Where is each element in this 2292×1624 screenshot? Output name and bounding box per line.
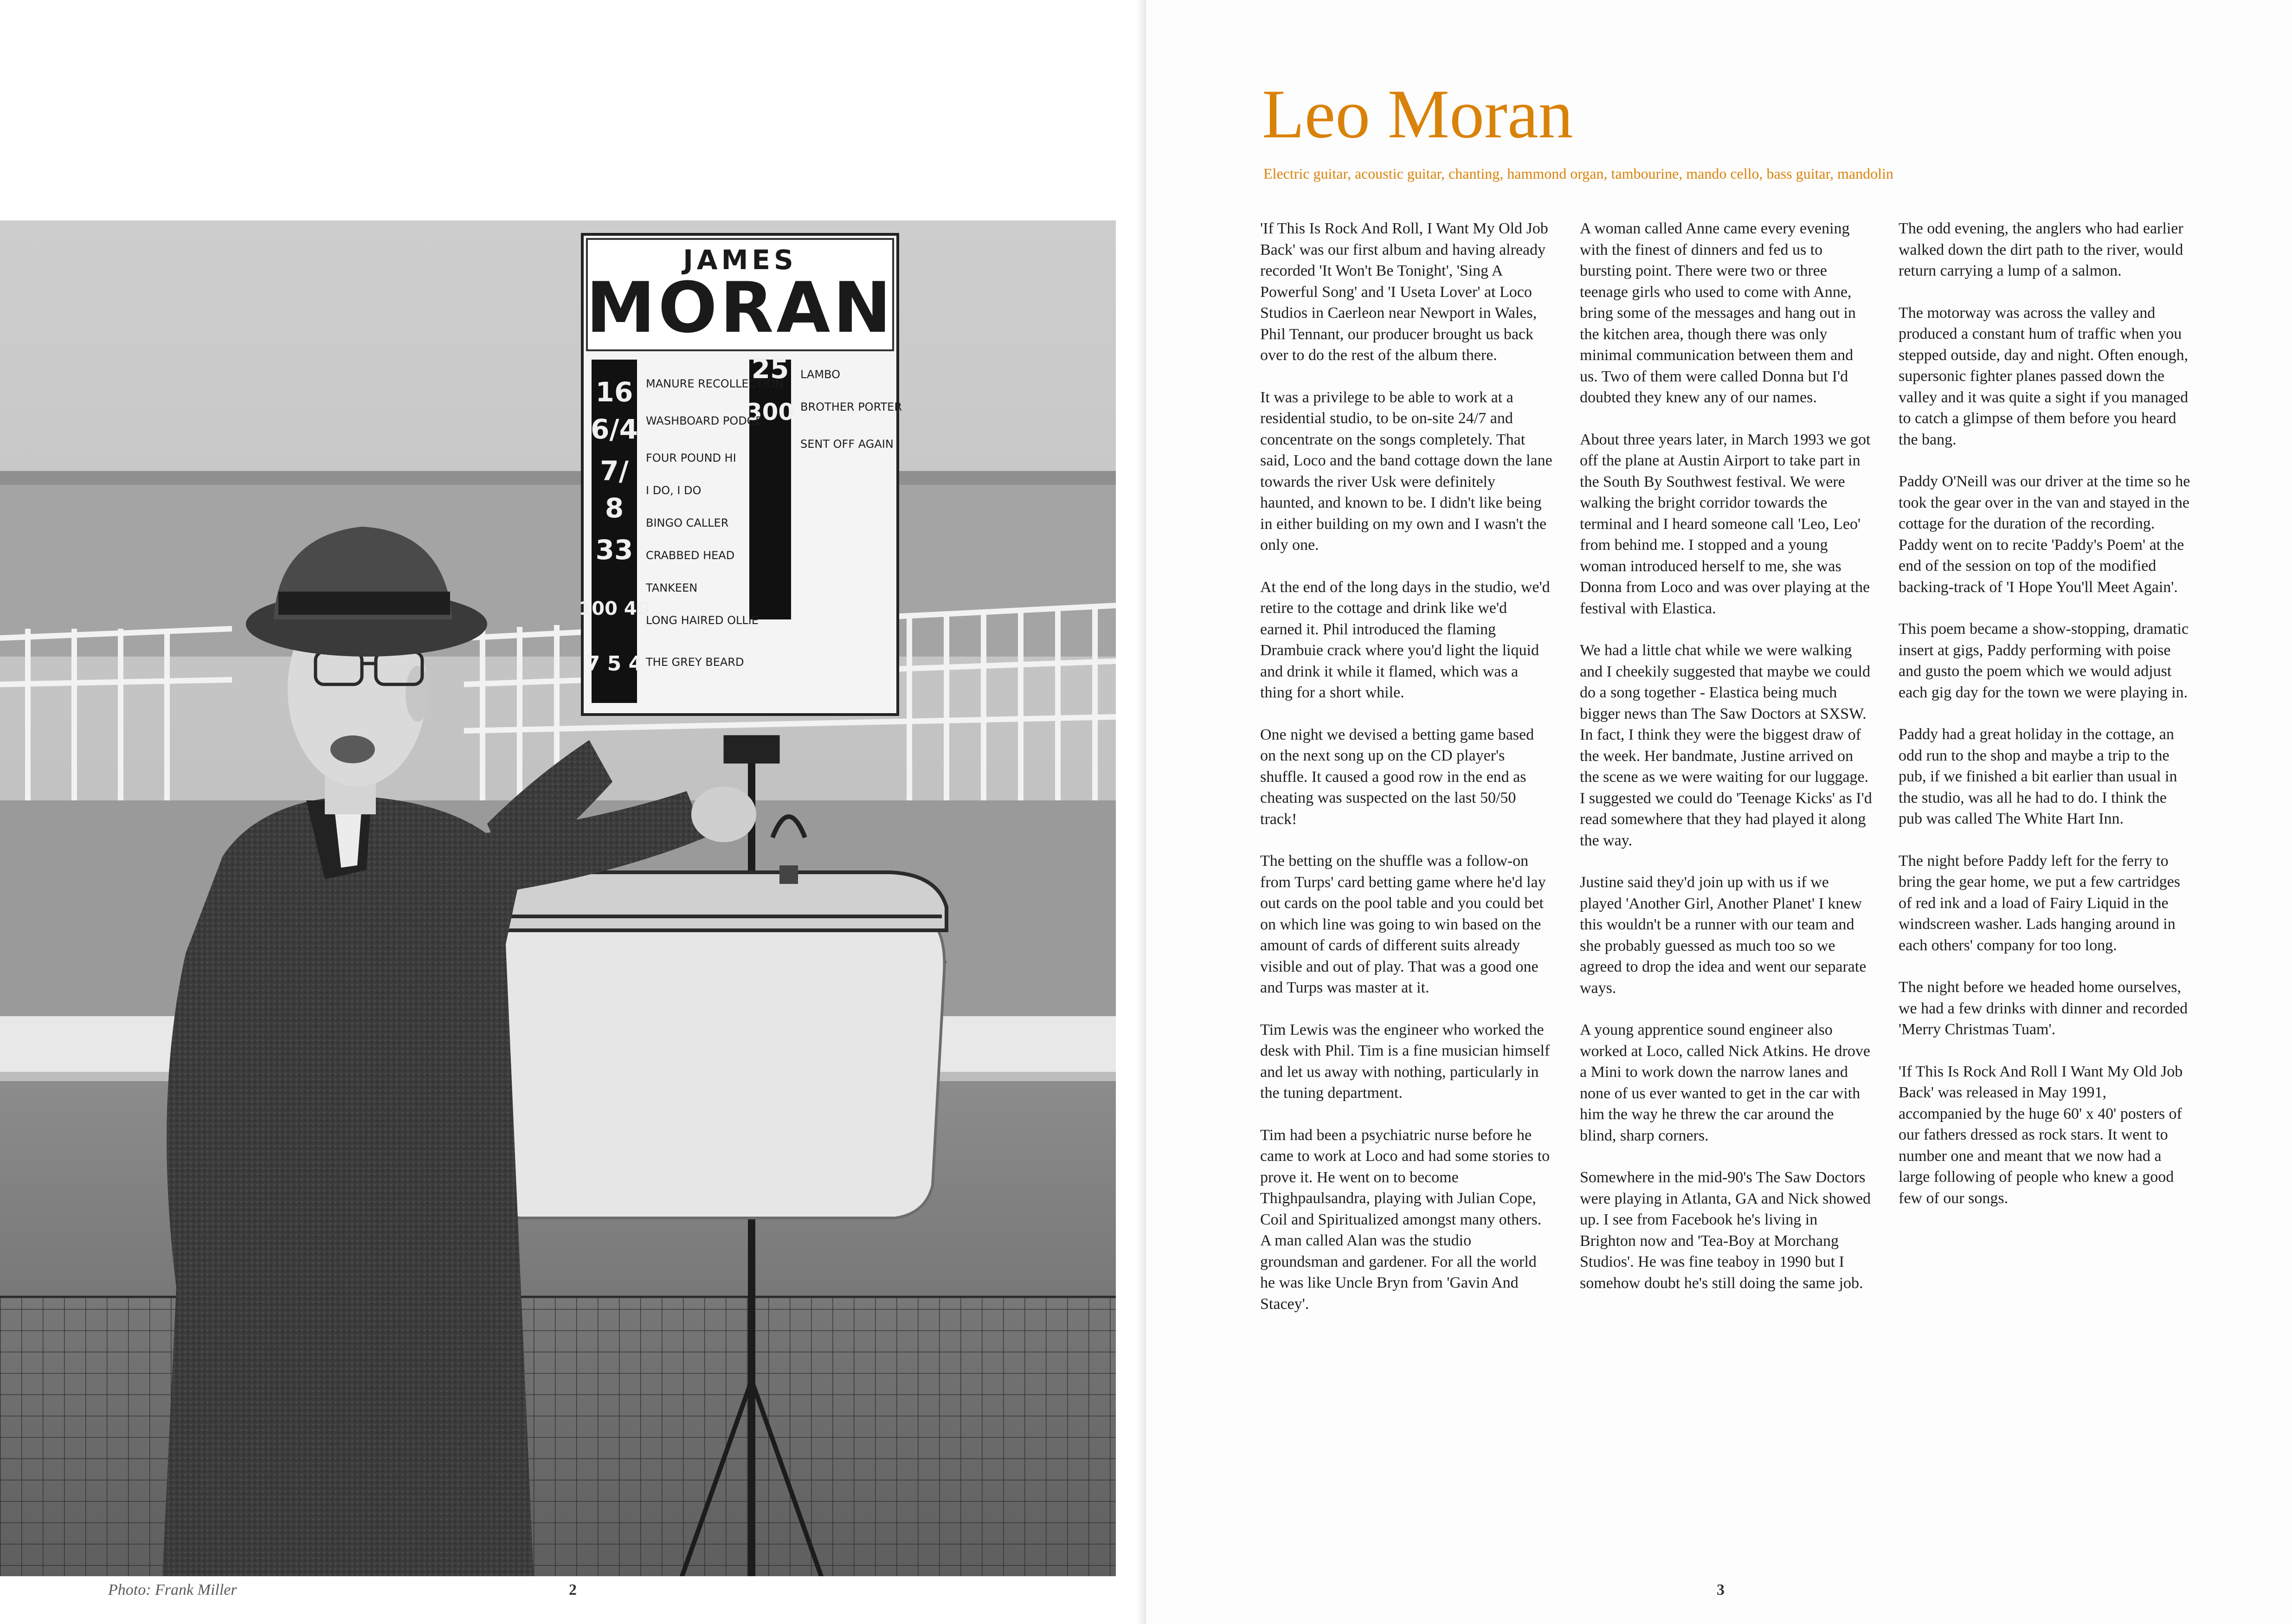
runner-6: CRABBED HEAD	[646, 549, 735, 562]
paragraph: The night before we headed home ourselves, we had a few drinks with dinner and recorded 'Merry Christmas Tuam'.	[1899, 979, 2188, 1038]
odds-5: 33	[595, 534, 633, 566]
odds-6: 100 40	[579, 598, 650, 619]
paragraph: At the end of the long days in the studio, we'd retire to the cottage and drink like we'd earned it. Phil introduced the flaming Drambuie crack where you'd light the liquid and drink it while it flamed, which was a thing for a short while.	[1260, 578, 1550, 701]
paragraph: Paddy O'Neill was our driver at the time so he took the gear over in the van and stayed in the cottage for the duration of the recording. Paddy went on to recite 'Paddy's Poem' at the end of the session on top of the modified backing-track of 'I Hope You'll Meet Again'.	[1899, 473, 2190, 596]
board-first-name: JAMES	[683, 244, 797, 276]
odds-board	[579, 234, 902, 715]
paragraph: Paddy had a great holiday in the cottage, an odd run to the shop and maybe a trip to the pub, if we finished a bit earlier than usual in the studio, was all he had to do. I think the pub was called The White Hart Inn.	[1899, 726, 2177, 827]
text-column-1	[1260, 218, 1552, 1335]
paragraph: We had a little chat while we were walking and I cheekily suggested that maybe we could do a song together - Elastica being much bigger news than The Saw Doctors at SXSW. In fact, I think they were the biggest draw of the week. Her bandmate, Justine arrived on the scene as we were waiting for our luggage. I suggested we could do 'Teenage Kicks' as I'd read somewhere that they had played it along the way.	[1580, 642, 1872, 849]
runner-9: THE GREY BEARD	[646, 656, 744, 669]
runner-3: FOUR POUND HI	[646, 451, 736, 464]
paragraph: Tim had been a psychiatric nurse before he came to work at Loco and had some stories to prove it. He went on to become Thighpaulsandra, playing with Julian Cope, Coil and Spiritualized amongst many others. A man called Alan was the studio groundsman and gardener. For all the world he was like Uncle Bryn from 'Gavin And Stacey'.	[1260, 1126, 1550, 1313]
paragraph: Justine said they'd join up with us if we played 'Another Girl, Another Planet' I knew this wouldn't be a runner with our team and she probably guessed as much too so we agreed to drop the idea and went our separate ways.	[1580, 874, 1867, 997]
runner-5: BINGO CALLER	[646, 516, 729, 529]
paragraph: Somewhere in the mid-90's The Saw Doctors were playing in Atlanta, GA and Nick showed up. I see from Facebook he's living in Brighton now and 'Tea-Boy at Morchang Studios'. He was fine teaboy in 1990 but I somehow doubt he's still doing the same job.	[1580, 1169, 1871, 1292]
photo-caption: Photo: Frank Miller	[108, 1581, 237, 1598]
paragraph: A woman called Anne came every evening with the finest of dinners and fed us to bursting point. There were two or three teenage girls who used to come with Anne, bring some of the messages and hang out in the kitchen area, though there was only minimal communication between them and us. Two of them were called Donna but I'd doubted they knew any of our names.	[1580, 220, 1856, 406]
odds-right-2: 300	[746, 399, 795, 425]
paragraph: The night before Paddy left for the ferry to bring the gear home, we put a few cartridges of red ink and a load of Fairy Liquid in the windscreen washer. Lads hanging around in each others' company for too long.	[1899, 852, 2181, 954]
odds-right-1: 25	[751, 353, 789, 385]
runner-2: WASHBOARD PODGE	[646, 414, 763, 427]
paragraph: This poem became a show-stopping, dramatic insert at gigs, Paddy performing with poise and gusto the poem which we would adjust each gig day for the town we were playing in.	[1899, 620, 2189, 701]
paragraph: The motorway was across the valley and produced a constant hum of traffic when you stepped outside, day and night. Often enough, supersonic fighter planes passed down the valley and it was quite a sight if you managed to catch a glimpse of them before you heard the bang.	[1899, 304, 2189, 448]
runner-right-1: LAMBO	[800, 368, 840, 381]
photo-image	[0, 220, 1116, 1576]
odds-4: 8	[605, 492, 624, 524]
paragraph: Tim Lewis was the engineer who worked the desk with Phil. Tim is a fine musician himself and let us away with nothing, particularly in the tuning department.	[1260, 1021, 1550, 1102]
paragraph: The betting on the shuffle was a follow-on from Turps' card betting game where he'd lay out cards on the pool table and you could bet on which line was going to win based on the amount of cards of different suits already visible and out of play. That was a good one and Turps was master at it.	[1260, 852, 1546, 996]
paragraph: One night we devised a betting game based on the next song up on the CD player's shuffle. It caused a good row in the end as cheating was suspected on the last 50/50 track!	[1260, 726, 1534, 828]
page-number-left: 2	[569, 1581, 577, 1598]
paragraph: It was a privilege to be able to work at a residential studio, to be on-site 24/7 and concentrate on the songs completely. That said, Loco and the band cottage down the lane towards the river Usk were definitely haunted, and known to be. I didn't like being in either building on my own and I wasn't the only one.	[1260, 388, 1552, 554]
text-column-3	[1899, 218, 2191, 1230]
paragraph: 'If This Is Rock And Roll I Want My Old Job Back' was released in May 1991, accompanied by the huge 60' x 40' posters of our fathers dressed as rock stars. It went to number one and meant that we now had a large following of people who knew a good few of our songs.	[1899, 1063, 2183, 1207]
paragraph: 'If This Is Rock And Roll, I Want My Old Job Back' was our first album and having already recorded 'It Won't Be Tonight', 'Sing A Powerful Song' and 'I Useta Lover' at Loco Studios in Caerleon near Newport in Wales, Phil Tennant, our producer brought us back over to do the rest of the album there.	[1260, 220, 1548, 364]
runner-7: TANKEEN	[646, 581, 698, 594]
paragraph: The odd evening, the anglers who had earlier walked down the dirt path to the river, would return carrying a lump of a salmon.	[1899, 220, 2183, 279]
runner-8: LONG HAIRED OLLIE	[646, 614, 759, 627]
article-title: Leo Moran	[1262, 76, 1573, 153]
hand-with-notes	[691, 786, 756, 842]
runner-right-3: SENT OFF AGAIN	[800, 438, 894, 451]
odds-7: 7 5 4	[586, 652, 643, 676]
runner-4: I DO, I DO	[646, 484, 702, 497]
runner-right-2: BROTHER PORTER	[800, 400, 902, 413]
instruments-subtitle: Electric guitar, acoustic guitar, chanting, hammond organ, tambourine, mando cello, bass guitar, mandolin	[1263, 165, 1893, 182]
photo-bookmaker	[0, 220, 1116, 1576]
runner-1: MANURE RECOLLECTION	[646, 377, 784, 390]
paragraph: A young apprentice sound engineer also worked at Loco, called Nick Atkins. He drove a Mini to work down the narrow lanes and none of us ever wanted to get in the car with him the way he threw the car around the blind, sharp corners.	[1580, 1021, 1870, 1144]
text-column-2	[1580, 218, 1872, 1315]
board-surname: MORAN	[586, 268, 894, 348]
odds-1: 16	[595, 376, 633, 408]
paragraph: About three years later, in March 1993 we got off the plane at Austin Airport to take part in the South By Southwest festival. We were walking the bright corridor towards the terminal and I heard someone call 'Leo, Leo' from behind me. I stopped and a young woman introduced herself to me, she was Donna from Loco and was over playing at the festival with Elastica.	[1580, 431, 1871, 617]
page-number-right: 3	[1717, 1581, 1725, 1598]
odds-2: 6/4	[591, 413, 638, 445]
odds-3: 7/	[600, 455, 629, 487]
